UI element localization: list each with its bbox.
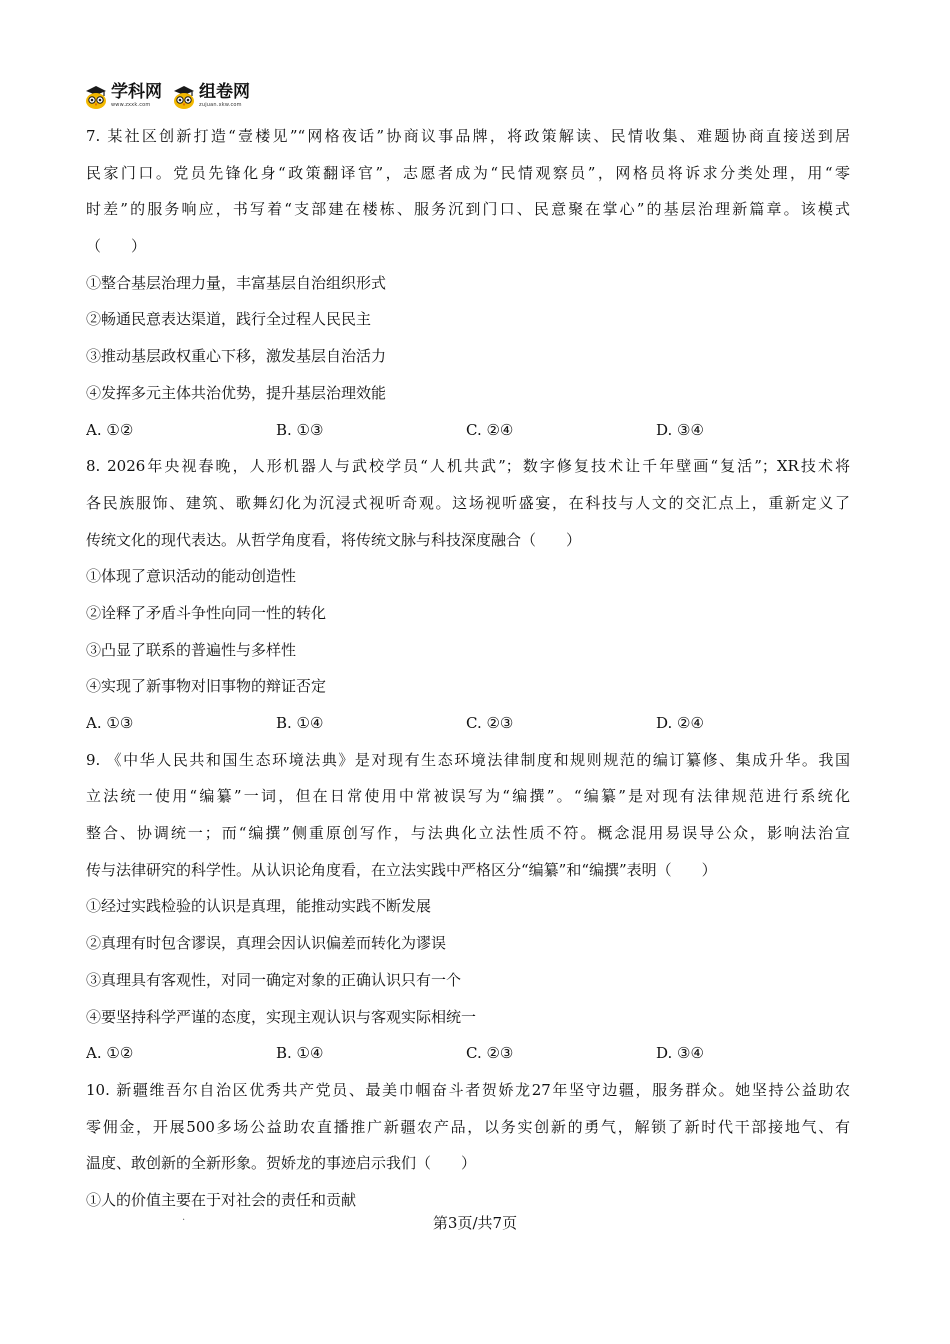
statement: ④实现了新事物对旧事物的辩证否定 bbox=[86, 677, 327, 696]
statement: ①人的价值主要在于对社会的责任和贡献 bbox=[86, 1190, 357, 1209]
option-c[interactable]: C. ②③ bbox=[466, 1044, 514, 1063]
option-d[interactable]: D. ③④ bbox=[656, 1044, 704, 1063]
answer-options bbox=[86, 1035, 850, 1072]
statement: ②诠释了矛盾斗争性向同一性的转化 bbox=[86, 603, 327, 622]
question-stem-line: 时差”的服务响应，书写着“支部建在楼栋、服务沉到门口、民意聚在掌心”的基层治理新篇章。该模式 bbox=[86, 200, 850, 219]
question-stem-line: 8. 2026年央视春晚，人形机器人与武校学员“人机共武”；数字修复技术让千年壁画“复活”；XR技术将 bbox=[86, 457, 850, 476]
statement: ④发挥多元主体共治优势，提升基层治理效能 bbox=[86, 383, 387, 402]
statement: ④要坚持科学严谨的态度，实现主观认识与客观实际相统一 bbox=[86, 1007, 477, 1026]
question-stem-line: 零佣金，开展500多场公益助农直播推广新疆农产品，以务实创新的勇气，解锁了新时代干部接地气、有 bbox=[86, 1117, 850, 1136]
question-stem-line: 传统文化的现代表达。从哲学角度看，将传统文脉与科技深度融合（ ） bbox=[86, 530, 582, 549]
question-7 bbox=[86, 118, 850, 448]
statement: ①整合基层治理力量，丰富基层自治组织形式 bbox=[86, 273, 387, 292]
option-c[interactable]: C. ②④ bbox=[466, 420, 514, 439]
question-8 bbox=[86, 448, 850, 742]
zxxk-logo-name: 学科网 bbox=[111, 82, 162, 102]
question-9 bbox=[86, 742, 850, 1072]
owl-mascot-icon bbox=[84, 84, 108, 110]
question-stem-line: 各民族服饰、建筑、歌舞幻化为沉浸式视听奇观。这场视听盛宴，在科技与人文的交汇点上，重新定义了 bbox=[86, 493, 850, 512]
page-number: 第3页/共7页 bbox=[432, 1214, 518, 1232]
zujuan-logo-url: zujuan.xkw.com bbox=[199, 102, 242, 108]
question-stem-line: 7. 某社区创新打造“壹楼见”“网格夜话”协商议事品牌，将政策解读、民情收集、难题协商直接送到居 bbox=[86, 127, 850, 145]
option-a[interactable]: A. ①② bbox=[86, 420, 134, 439]
question-stem-line: 整合、协调统一；而“编撰”侧重原创写作，与法典化立法性质不符。概念混用易误导公众，影响法治宣 bbox=[86, 824, 850, 843]
option-b[interactable]: B. ①③ bbox=[276, 420, 324, 439]
owl-mascot-icon bbox=[172, 84, 196, 110]
question-stem-line: 立法统一使用“编纂”一词，但在日常使用中常被误写为“编撰”。“编纂”是对现有法律规范进行系统化 bbox=[86, 787, 850, 806]
zxxk-logo[interactable] bbox=[84, 84, 162, 110]
statement: ①经过实践检验的认识是真理，能推动实践不断发展 bbox=[86, 897, 432, 916]
statement: ①体现了意识活动的能动创造性 bbox=[86, 567, 297, 586]
question-stem-line: 民家门口。党员先锋化身“政策翻译官”，志愿者成为“民情观察员”，网格员将诉求分类处理，用“零 bbox=[86, 163, 850, 182]
question-stem-line: 10. 新疆维吾尔自治区优秀共产党员、最美巾帼奋斗者贺娇龙27年坚守边疆，服务群众。她坚持公益助农 bbox=[86, 1080, 850, 1099]
question-list bbox=[86, 118, 850, 1219]
statement: ③推动基层政权重心下移，激发基层自治活力 bbox=[86, 347, 387, 366]
statement: ②真理有时包含谬误，真理会因认识偏差而转化为谬误 bbox=[86, 934, 447, 953]
statement: ③真理具有客观性，对同一确定对象的正确认识只有一个 bbox=[86, 970, 462, 989]
option-c[interactable]: C. ②③ bbox=[466, 714, 514, 732]
question-stem-line: 9. 《中华人民共和国生态环境法典》是对现有生态环境法律制度和规则规范的编订纂修、集成升华。我国 bbox=[86, 750, 850, 769]
zxxk-logo-url: www.zxxk.com bbox=[111, 102, 151, 108]
option-a[interactable]: A. ①② bbox=[86, 1044, 134, 1063]
question-stem-line: （ ） bbox=[86, 237, 147, 256]
footer-dot: . bbox=[182, 1212, 186, 1223]
question-stem-line: 传与法律研究的科学性。从认识论角度看，在立法实践中严格区分“编纂”和“编撰”表明（ ） bbox=[86, 860, 717, 879]
question-stem-line: 温度、敢创新的全新形象。贺娇龙的事迹启示我们（ ） bbox=[86, 1154, 477, 1173]
option-d[interactable]: D. ③④ bbox=[656, 420, 704, 439]
question-10 bbox=[86, 1072, 850, 1219]
answer-options bbox=[86, 412, 850, 449]
statement: ③凸显了联系的普遍性与多样性 bbox=[86, 640, 297, 659]
zujuan-logo[interactable] bbox=[172, 84, 250, 110]
option-b[interactable]: B. ①④ bbox=[276, 1044, 324, 1063]
statement: ②畅通民意表达渠道，践行全过程人民民主 bbox=[86, 310, 372, 329]
option-b[interactable]: B. ①④ bbox=[276, 714, 324, 732]
answer-options bbox=[86, 705, 850, 742]
zujuan-logo-name: 组卷网 bbox=[199, 82, 250, 102]
option-a[interactable]: A. ①③ bbox=[86, 714, 134, 732]
option-d[interactable]: D. ②④ bbox=[656, 714, 704, 732]
header-logos bbox=[84, 84, 250, 114]
